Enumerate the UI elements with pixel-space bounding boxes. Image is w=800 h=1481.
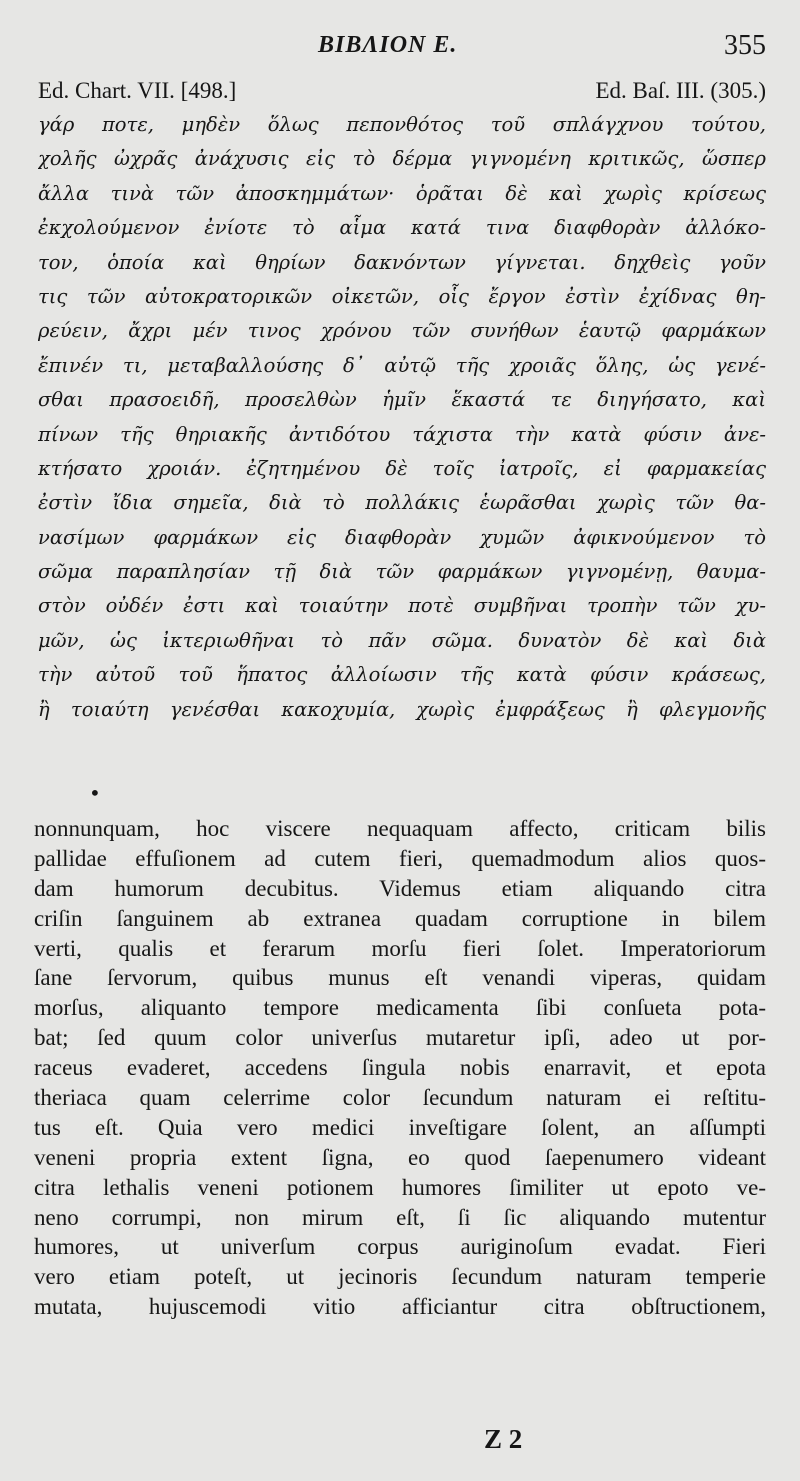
latin-text-block [34,814,766,1322]
edition-references [38,78,766,106]
greek-line: τὴν αὐτοῦ τοῦ ἥπατος ἀλλοίωσιν τῆς κατὰ φύσιν κράσεως, [38,663,766,687]
latin-line: ſane ſervorum, quibus munus eſt venandi viperas, quidam [34,965,766,991]
page-number: 355 [724,30,766,61]
greek-line: κτήσατο χροιάν. ἐζητημένου δὲ τοῖς ἰατροῖς, εἰ φαρμακείας [38,456,766,480]
greek-line: τις τῶν αὐτοκρατορικῶν οἰκετῶν, οἷς ἔργον ἐστὶν ἐχίδνας θη- [38,284,766,308]
signature-mark: Z 2 [484,1424,523,1454]
latin-line: criſin ſanguinem ab extranea quadam corruptione in bilem [34,905,766,931]
greek-line: ἐκχολούμενον ἐνίοτε τὸ αἷμα κατά τινα διαφθορὰν ἀλλόκο- [38,216,766,240]
latin-line: theriaca quam celerrime color ſecundum naturam ei reſtitu- [34,1085,766,1111]
greek-line: στὸν οὐδέν ἐστι καὶ τοιαύτην ποτὲ συμβῆναι τροπὴν τῶν χυ- [38,594,766,618]
latin-line: dam humorum decubitus. Videmus etiam aliquando citra [34,875,766,901]
latin-line: humores, ut univerſum corpus auriginoſum evadat. Fieri [34,1234,766,1260]
greek-line: ἢ τοιαύτη γενέσθαι κακοχυμία, χωρὶς ἐμφράξεως ἢ φλεγμονῆς [38,697,766,721]
latin-line: raceus evaderet, accedens ſingula nobis enarravit, et epota [34,1055,766,1081]
greek-line: ἔπινέν τι, μεταβαλλούσης δ᾽ αὐτῷ τῆς χροιᾶς ὅλης, ὡς γενέ- [38,353,766,377]
greek-line: ἄλλα τινὰ τῶν ἀποσκημμάτων· ὁρᾶται δὲ καὶ χωρὶς κρίσεως [38,181,766,205]
section-mark: • [89,781,101,805]
greek-line: τον, ὁποία καὶ θηρίων δακνόντων γίγνεται. δηχθεὶς γοῦν [38,250,766,274]
latin-line: pallidae effuſionem ad cutem fieri, quemadmodum alios quos- [34,845,766,871]
greek-line: ρεύειν, ἄχρι μέν τινος χρόνου τῶν συνήθων ἑαυτῷ φαρμάκων [38,319,766,343]
latin-line: tus eſt. Quia vero medici inveſtigare ſolent, an aſſumpti [34,1114,766,1140]
greek-line: σῶμα παραπλησίαν τῇ διὰ τῶν φαρμάκων γιγνομένῃ, θαυμα- [38,560,766,584]
running-head [0,30,800,64]
latin-line: mutata, hujuscemodi vitio afficiantur citra obſtructionem, [34,1294,766,1320]
latin-line: neno corrumpi, non mirum eſt, ſi ſic aliquando mutentur [34,1204,766,1230]
latin-line: nonnunquam, hoc viscere nequaquam affecto, criticam bilis [34,816,766,841]
latin-line: veneni propria extent ſigna, eo quod ſaepenumero videant [34,1144,766,1170]
latin-line: morſus, aliquanto tempore medicamenta ſibi conſueta pota- [34,995,766,1021]
latin-line: verti, qualis et ferarum morſu fieri ſolet. Imperatoriorum [34,935,766,961]
latin-line: citra lethalis veneni potionem humores ſimiliter ut epoto ve- [34,1174,766,1200]
greek-line: νασίμων φαρμάκων εἰς διαφθορὰν χυμῶν ἀφικνούμενον τὸ [38,525,766,549]
latin-line: bat; ſed quum color univerſus mutaretur ipſi, adeo ut por- [34,1025,766,1051]
book-title: BIBΛION E. [318,32,458,58]
greek-line: σθαι πρασοειδῆ, προσελθὼν ἡμῖν ἕκαστά τε διηγήσατο, καὶ [38,388,766,412]
greek-line: πίνων τῆς θηριακῆς ἀντιδότου τάχιστα τὴν κατὰ φύσιν ἀνε- [38,422,766,446]
edition-basel: Ed. Baſ. III. (305.) [595,78,766,103]
greek-line: χολῆς ὠχρᾶς ἀνάχυσις εἰς τὸ δέρμα γιγνομένη κριτικῶς, ὥσπερ [38,147,766,171]
latin-line: vero etiam poteſt, ut jecinoris ſecundum naturam temperie [34,1264,766,1290]
edition-chart: Ed. Chart. VII. [498.] [38,78,237,103]
greek-line: γάρ ποτε, μηδὲν ὅλως πεπονθότος τοῦ σπλάγχνου τούτου, [38,113,766,136]
greek-text-block [38,108,766,727]
greek-line: μῶν, ὡς ἰκτεριωθῆναι τὸ πᾶν σῶμα. δυνατὸν δὲ καὶ διὰ [38,628,766,652]
greek-line: ἐστὶν ἴδια σημεῖα, διὰ τὸ πολλάκις ἑωρᾶσθαι χωρὶς τῶν θα- [38,491,766,515]
